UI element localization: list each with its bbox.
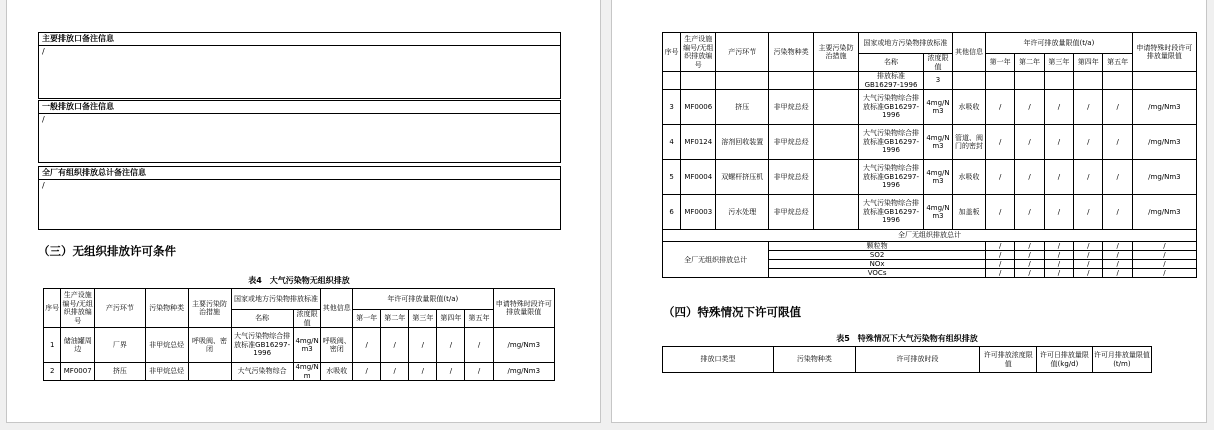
cell-facility-id: MF0124	[681, 125, 716, 160]
cell-facility-id: 储油罐周边	[61, 328, 95, 363]
cell-limit: 4mg/Nm3	[924, 125, 953, 160]
col-annual-group: 年许可排放量限值(t/a)	[353, 289, 493, 310]
col-pollutant-type: 污染物种类	[774, 347, 856, 373]
table5-title: 表5 特殊情况下大气污染物有组织排放	[836, 334, 978, 343]
table-header-row	[44, 289, 555, 310]
cell-measures	[814, 195, 859, 230]
table-row	[44, 363, 555, 381]
cell-standard: 大气污染物综合排放标准GB16297-1996	[858, 125, 923, 160]
col-outlet-type: 排放口类型	[663, 347, 774, 373]
cell-year	[1103, 72, 1132, 90]
col-standard-group: 国家或地方污染物排放标准	[858, 33, 952, 54]
cell-limit: 4mg/Nm3	[924, 160, 953, 195]
col-year-2: 第二年	[1015, 54, 1044, 72]
cell-other: 水吸收	[952, 90, 985, 125]
col-standard-name: 名称	[858, 54, 923, 72]
cell-total-value: /	[1044, 251, 1073, 260]
cell-pollutant: 非甲烷总烃	[145, 363, 188, 381]
cell-total-value: /	[1074, 251, 1103, 260]
cell-total-value: /	[1015, 251, 1044, 260]
cell-year: /	[1044, 90, 1073, 125]
cell-link: 溶剂回收装置	[716, 125, 769, 160]
col-conc-limit: 浓度限值	[924, 54, 953, 72]
cell-seq: 1	[44, 328, 61, 363]
cell-measures	[814, 90, 859, 125]
cell-other: 水吸收	[952, 160, 985, 195]
cell-total-value: /	[1103, 242, 1132, 251]
cell-limit: 4mg/Nm3	[924, 195, 953, 230]
cell-total-value: /	[1015, 242, 1044, 251]
col-measures: 主要污染防治措施	[188, 289, 231, 328]
col-special: 申请特殊时段许可排放量限值	[1132, 33, 1196, 72]
cell-total-pollutant: 颗粒物	[769, 242, 986, 251]
plant-total-label: 全厂无组织排放总计	[663, 242, 769, 278]
cell-year: /	[381, 363, 409, 381]
plant-total-banner-row	[663, 230, 1197, 242]
cell-special: /mg/Nm3	[493, 363, 554, 381]
cell-link: 挤压	[95, 363, 146, 381]
cell-other	[952, 72, 985, 90]
col-year-1: 第一年	[986, 54, 1015, 72]
document-page-right	[611, 0, 1207, 423]
cell-year: /	[1074, 160, 1103, 195]
cell-facility-id: MF0004	[681, 160, 716, 195]
col-annual-group: 年许可排放量限值(t/a)	[986, 33, 1133, 54]
col-daily-limit: 许可日排放量限值(kg/d)	[1037, 347, 1093, 373]
cell-other: 加盖板	[952, 195, 985, 230]
table4-left-part	[43, 288, 555, 381]
cell-link: 厂界	[95, 328, 146, 363]
note-box-main-outlet	[38, 32, 561, 99]
cell-limit: 4mg/Nm3	[293, 328, 321, 363]
cell-year: /	[1015, 90, 1044, 125]
note-box-label: 主要排放口备注信息	[39, 33, 560, 46]
col-standard-name: 名称	[231, 310, 293, 328]
section-heading-3: （三）无组织排放许可条件	[38, 244, 176, 258]
cell-total-value: /	[1074, 269, 1103, 278]
cell-facility-id: MF0006	[681, 90, 716, 125]
cell-special: /mg/Nm3	[493, 328, 554, 363]
col-special: 申请特殊时段许可排放量限值	[493, 289, 554, 328]
col-year-2: 第二年	[381, 310, 409, 328]
col-facility-id: 生产设施编号/无组织排放编号	[681, 33, 716, 72]
col-seq: 序号	[663, 33, 681, 72]
table4-right-part	[662, 32, 1197, 278]
cell-total-pollutant: VOCs	[769, 269, 986, 278]
col-pollutant: 污染物种类	[769, 33, 814, 72]
cell-other: 水吸收	[321, 363, 353, 381]
table-row	[663, 160, 1197, 195]
cell-total-pollutant: SO2	[769, 251, 986, 260]
section-heading-4: （四）特殊情况下许可限值	[663, 305, 801, 319]
cell-year: /	[1044, 125, 1073, 160]
cell-year: /	[1015, 160, 1044, 195]
cell-seq: 5	[663, 160, 681, 195]
table-row	[663, 195, 1197, 230]
cell-facility-id: MF0003	[681, 195, 716, 230]
cell-measures	[814, 125, 859, 160]
note-box-general-outlet	[38, 100, 561, 163]
cell-standard: 大气污染物综合排放标准GB16297-1996	[858, 160, 923, 195]
col-link: 产污环节	[95, 289, 146, 328]
col-permit-period: 许可排放时段	[855, 347, 980, 373]
cell-facility-id	[681, 72, 716, 90]
cell-pollutant: 非甲烷总烃	[145, 328, 188, 363]
col-year-5: 第五年	[465, 310, 493, 328]
cell-total-value: /	[1132, 251, 1196, 260]
table5	[662, 346, 1152, 373]
plant-total-row	[663, 242, 1197, 251]
cell-year: /	[409, 363, 437, 381]
cell-limit: 4mg/Nm3	[924, 90, 953, 125]
cell-seq: 2	[44, 363, 61, 381]
cell-special	[1132, 72, 1196, 90]
table4	[43, 288, 555, 381]
col-year-3: 第三年	[1044, 54, 1073, 72]
cell-year: /	[986, 160, 1015, 195]
cell-special: /mg/Nm3	[1132, 195, 1196, 230]
cell-standard: 大气污染物综合排放标准GB16297-1996	[858, 195, 923, 230]
col-conc-limit: 许可排放浓度限值	[980, 347, 1037, 373]
cell-year: /	[353, 363, 381, 381]
cell-year: /	[1103, 125, 1132, 160]
col-standard-group: 国家或地方污染物排放标准	[231, 289, 321, 310]
note-box-value: /	[42, 47, 45, 56]
cell-year	[986, 72, 1015, 90]
note-box-plant-organized-total	[38, 166, 561, 230]
cell-year: /	[409, 328, 437, 363]
cell-year: /	[465, 363, 493, 381]
col-conc-limit: 浓度限值	[293, 310, 321, 328]
cell-standard: 排放标准GB16297-1996	[858, 72, 923, 90]
cell-total-value: /	[986, 260, 1015, 269]
cell-year: /	[381, 328, 409, 363]
cell-link: 挤压	[716, 90, 769, 125]
cell-year: /	[1074, 90, 1103, 125]
cell-year: /	[1103, 90, 1132, 125]
cell-pollutant: 非甲烷总烃	[769, 195, 814, 230]
cell-year: /	[1074, 125, 1103, 160]
cell-other: 管道、阀门的密封	[952, 125, 985, 160]
col-year-4: 第四年	[437, 310, 465, 328]
cell-standard: 大气污染物综合	[231, 363, 293, 381]
cell-total-value: /	[1074, 242, 1103, 251]
cell-year: /	[437, 328, 465, 363]
cell-total-value: /	[1074, 260, 1103, 269]
note-box-value: /	[42, 115, 45, 124]
cell-year: /	[1103, 195, 1132, 230]
cell-special: /mg/Nm3	[1132, 125, 1196, 160]
cell-total-value: /	[1015, 269, 1044, 278]
note-box-value: /	[42, 181, 45, 190]
table-row-carryover	[663, 72, 1197, 90]
cell-pollutant: 非甲烷总烃	[769, 90, 814, 125]
cell-total-value: /	[1103, 260, 1132, 269]
cell-year	[1074, 72, 1103, 90]
cell-special: /mg/Nm3	[1132, 160, 1196, 195]
cell-total-value: /	[1015, 260, 1044, 269]
col-pollutant: 污染物种类	[145, 289, 188, 328]
table4-continued	[662, 32, 1197, 278]
cell-link: 污水处理	[716, 195, 769, 230]
cell-measures: 呼吸阀、密闭	[188, 328, 231, 363]
cell-year	[1015, 72, 1044, 90]
cell-measures	[814, 72, 859, 90]
note-box-label: 一般排放口备注信息	[39, 101, 560, 114]
cell-year: /	[1015, 125, 1044, 160]
cell-year: /	[986, 90, 1015, 125]
cell-pollutant: 非甲烷总烃	[769, 160, 814, 195]
cell-total-value: /	[1132, 269, 1196, 278]
cell-year: /	[465, 328, 493, 363]
table-row	[44, 328, 555, 363]
cell-special: /mg/Nm3	[1132, 90, 1196, 125]
cell-seq	[663, 72, 681, 90]
cell-total-value: /	[986, 251, 1015, 260]
col-year-3: 第三年	[409, 310, 437, 328]
cell-total-value: /	[1103, 251, 1132, 260]
cell-seq: 4	[663, 125, 681, 160]
cell-total-value: /	[1103, 269, 1132, 278]
col-other-info: 其他信息	[321, 289, 353, 328]
cell-link: 双螺杆挤压机	[716, 160, 769, 195]
cell-pollutant: 非甲烷总烃	[769, 125, 814, 160]
cell-year: /	[1044, 160, 1073, 195]
cell-limit: 4mg/Nm	[293, 363, 321, 381]
cell-year	[1044, 72, 1073, 90]
table-header-row	[663, 33, 1197, 54]
col-other-info: 其他信息	[952, 33, 985, 72]
plant-total-banner: 全厂无组织排放总计	[663, 230, 1197, 242]
cell-year: /	[986, 195, 1015, 230]
cell-link	[716, 72, 769, 90]
cell-year: /	[1103, 160, 1132, 195]
cell-year: /	[1015, 195, 1044, 230]
cell-total-value: /	[1044, 242, 1073, 251]
document-page-left	[6, 0, 601, 423]
cell-year: /	[1044, 195, 1073, 230]
col-year-1: 第一年	[353, 310, 381, 328]
cell-year: /	[353, 328, 381, 363]
cell-year: /	[1074, 195, 1103, 230]
col-year-4: 第四年	[1074, 54, 1103, 72]
cell-measures	[188, 363, 231, 381]
col-seq: 序号	[44, 289, 61, 328]
cell-total-value: /	[1132, 242, 1196, 251]
cell-total-pollutant: NOx	[769, 260, 986, 269]
col-year-5: 第五年	[1103, 54, 1132, 72]
cell-standard: 大气污染物综合排放标准GB16297-1996	[858, 90, 923, 125]
table4-title: 表4 大气污染物无组织排放	[248, 276, 350, 285]
cell-total-value: /	[986, 269, 1015, 278]
cell-facility-id: MF0007	[61, 363, 95, 381]
cell-year: /	[986, 125, 1015, 160]
note-box-label: 全厂有组织排放总计备注信息	[39, 167, 560, 180]
col-facility-id: 生产设施编号/无组织排放编号	[61, 289, 95, 328]
cell-total-value: /	[1044, 269, 1073, 278]
table-header-row	[663, 347, 1152, 373]
cell-limit: 3	[924, 72, 953, 90]
cell-seq: 6	[663, 195, 681, 230]
cell-seq: 3	[663, 90, 681, 125]
cell-total-value: /	[986, 242, 1015, 251]
table-row	[663, 90, 1197, 125]
cell-measures	[814, 160, 859, 195]
col-monthly-limit: 许可月排放量限值(t/m)	[1092, 347, 1151, 373]
col-measures: 主要污染防治措施	[814, 33, 859, 72]
cell-pollutant	[769, 72, 814, 90]
cell-standard: 大气污染物综合排放标准GB16297-1996	[231, 328, 293, 363]
table5-container	[662, 346, 1152, 373]
cell-year: /	[437, 363, 465, 381]
table-row	[663, 125, 1197, 160]
cell-total-value: /	[1044, 260, 1073, 269]
cell-total-value: /	[1132, 260, 1196, 269]
cell-other: 呼吸阀、密闭	[321, 328, 353, 363]
col-link: 产污环节	[716, 33, 769, 72]
